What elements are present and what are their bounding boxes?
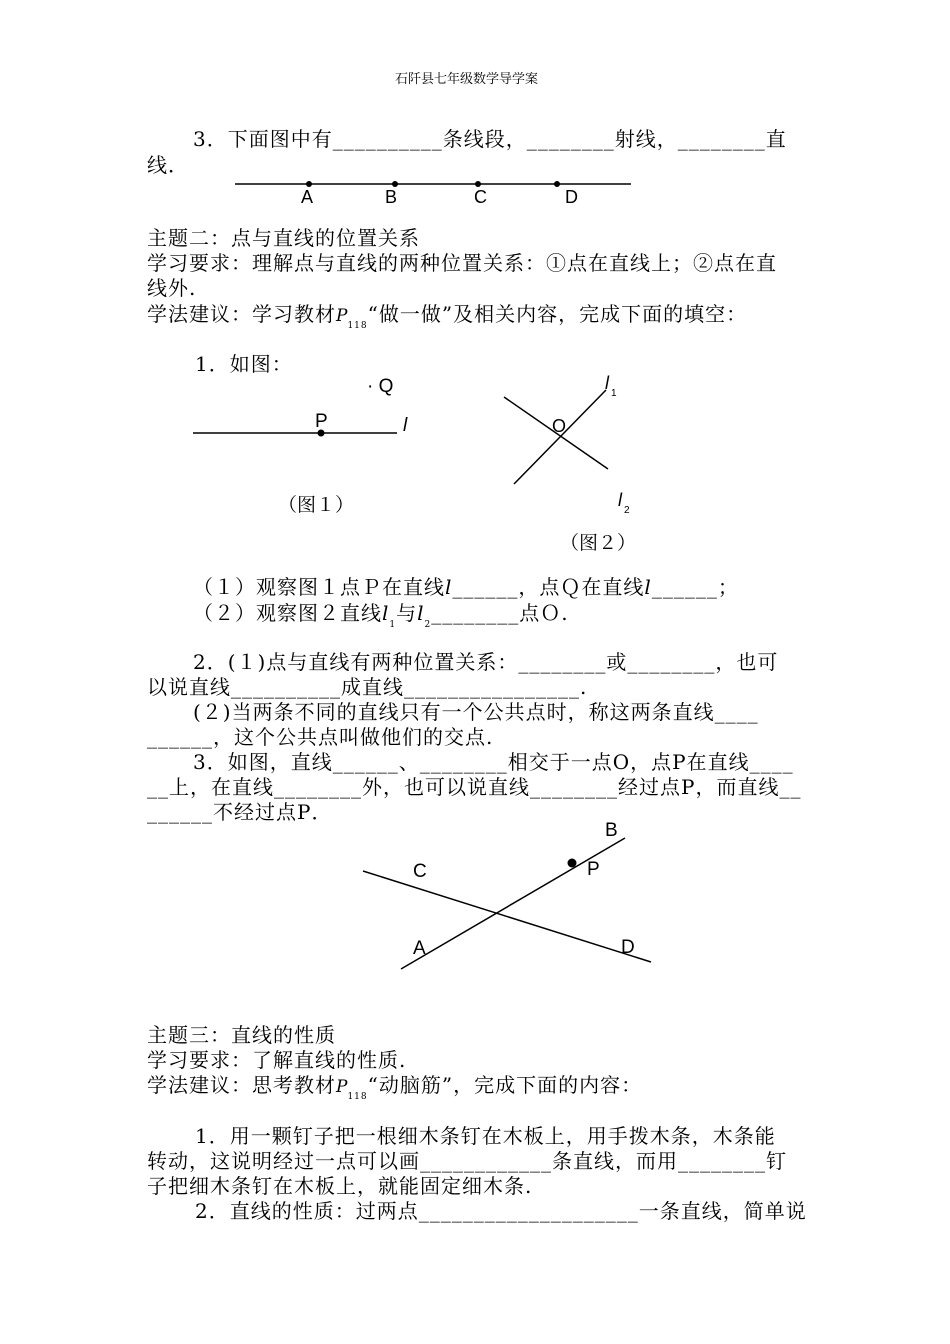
question-2-line-3: (２)当两条不同的直线只有一个公共点时，称这两条直线____: [193, 700, 759, 724]
line-cd: [363, 871, 651, 962]
segment-figure: [225, 172, 645, 212]
observation-1: （１）观察图１点Ｐ在直线l______，点Ｑ在直线l______；: [193, 575, 739, 599]
paragraph-2-line-1: 2．直线的性质：过两点____________________一条直线，简单说: [195, 1199, 807, 1223]
topic-2-requirement-1: 学习要求：理解点与直线的两种位置关系：①点在直线上；②点在直: [147, 251, 777, 275]
topic-2-heading: 主题二：点与直线的位置关系: [147, 226, 420, 250]
label-c: C: [474, 187, 487, 207]
figure-2: [495, 372, 640, 517]
question-3b-line-3: ______不经过点P．: [147, 800, 333, 824]
label-p: P: [587, 859, 600, 880]
figure-3: [355, 815, 665, 975]
label-b: B: [385, 187, 398, 207]
point-p: [568, 859, 577, 868]
label-b: B: [605, 820, 618, 841]
question-3-line-1: 3．下面图中有__________条线段，________射线，________直: [193, 127, 787, 151]
figure-1: [185, 370, 425, 450]
observation-2: （２）观察图２直线$l_1$与$l_2\_\_\_\_\_\_\_\_$点Ｏ.: [193, 601, 569, 630]
figure-1-caption: （图１）: [278, 494, 355, 516]
line-ab: [401, 838, 625, 969]
topic-2-advice: 学法建议：学习教材$P_{118}“$做一做”及相关内容，完成下面的填空：: [147, 302, 748, 331]
label-a: A: [301, 187, 314, 207]
label-d: D: [621, 937, 635, 958]
question-2-line-1: 2．(１)点与直线有两种位置关系：________或________，也可: [193, 650, 779, 674]
paragraph-1-line-3: 子把细木条钉在木板上，就能固定细木条.: [147, 1174, 533, 1198]
question-2-line-2: 以说直线__________成直线________________.: [147, 675, 588, 699]
point-d: [554, 181, 560, 187]
label-l1-sub: 1: [611, 388, 617, 399]
label-l2-sub: 2: [624, 505, 630, 516]
label-c: C: [413, 861, 427, 882]
question-3b-line-2: __上，在直线________外，也可以说直线________经过点P，而直线__: [147, 775, 802, 799]
page-header: 石阡县七年级数学导学案: [395, 72, 539, 87]
label-l2: l: [618, 490, 622, 510]
label-p: P: [315, 411, 328, 432]
paragraph-1-line-2: 转动，这说明经过一点可以画____________条直线，而用________钉: [147, 1149, 787, 1173]
topic-3-requirement: 学习要求：了解直线的性质.: [147, 1048, 407, 1072]
topic-2-requirement-2: 线外.: [147, 276, 197, 300]
question-2-line-4: ______，这个公共点叫做他们的交点.: [147, 725, 494, 749]
paragraph-1-line-1: 1．用一颗钉子把一根细木条钉在木板上，用手拨木条，木条能: [195, 1124, 776, 1148]
label-l: l: [403, 415, 408, 436]
label-a: A: [413, 938, 426, 959]
label-o: O: [552, 416, 567, 436]
example-1-label: 1．如图：: [195, 352, 293, 376]
label-d: D: [565, 187, 578, 207]
figure-2-caption: （图２）: [560, 532, 637, 554]
topic-3-advice: 学法建议：思考教材$P_{118}“$动脑筋”，完成下面的内容：: [147, 1073, 643, 1102]
topic-3-heading: 主题三：直线的性质: [147, 1023, 336, 1047]
question-3-line-2: 线．: [147, 153, 189, 177]
question-3b-line-1: 3．如图，直线______、________相交于一点O，点P在直线____: [193, 750, 794, 774]
line-l1: [514, 390, 606, 484]
label-l1: l: [605, 373, 609, 393]
label-q: · Q: [367, 376, 394, 397]
